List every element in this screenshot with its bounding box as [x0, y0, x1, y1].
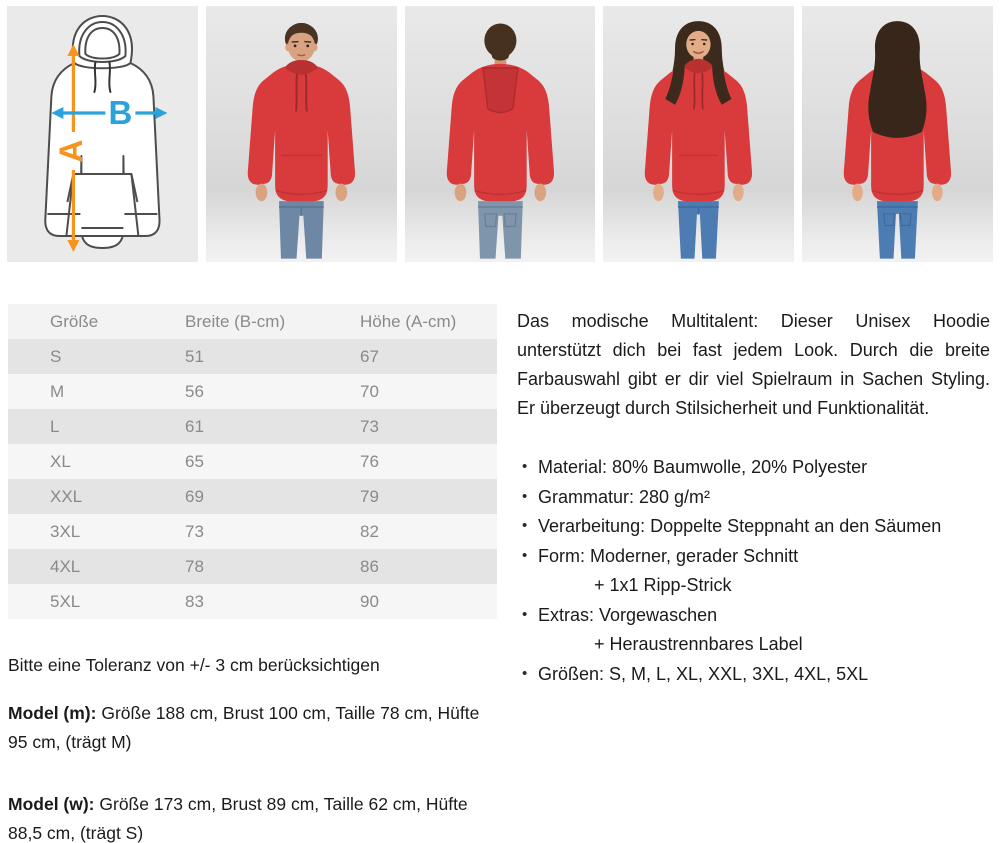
size-diagram-image[interactable] — [7, 6, 198, 262]
size-row-4xl: 4XL 78 86 — [8, 549, 497, 584]
size-table-header — [8, 304, 497, 339]
size-row-xxl: XXL 69 79 — [8, 479, 497, 514]
size-row-m: M 56 70 — [8, 374, 497, 409]
feature-form-sub: + 1x1 Ripp-Strick — [594, 575, 732, 595]
model-male-front-image[interactable] — [206, 6, 397, 262]
female-front-figure — [603, 6, 794, 262]
col-groesse: Größe — [50, 311, 99, 331]
description-column — [517, 304, 990, 843]
size-row-xl: XL 65 76 — [8, 444, 497, 479]
model-male-measurements — [8, 699, 490, 757]
label-b: B — [108, 94, 133, 131]
feature-groessen: • Größen: S, M, L, XL, XXL, 3XL, 4XL, 5XL — [517, 660, 990, 690]
feature-verarbeitung: • Verarbeitung: Doppelte Steppnaht an den Säumen — [517, 512, 990, 542]
feature-form: • Form: Moderner, gerader Schnitt + 1x1 Ripp-Strick — [517, 542, 990, 601]
model-male-label: Model (m): — [8, 703, 97, 723]
tolerance-note: Bitte eine Toleranz von +/- 3 cm berücksichtigen — [8, 655, 380, 675]
hoodie-measurement-diagram — [7, 6, 198, 262]
feature-extras: • Extras: Vorgewaschen + Heraustrennbares Label — [517, 601, 990, 660]
size-table — [8, 304, 497, 619]
hoodie-body — [645, 64, 752, 202]
size-row-3xl: 3XL 73 82 — [8, 514, 497, 549]
size-info-column — [8, 304, 497, 843]
product-feature-list — [517, 453, 990, 689]
size-row-5xl: 5XL 83 90 — [8, 584, 497, 619]
female-back-figure — [802, 6, 993, 262]
male-front-figure — [206, 6, 397, 262]
hoodie-body — [248, 64, 355, 202]
model-female-text: Größe 173 cm, Brust 89 cm, Taille 62 cm, Hüfte 88,5 cm, (trägt S) — [8, 794, 468, 843]
model-male-text: Größe 188 cm, Brust 100 cm, Taille 78 cm, Hüfte 95 cm, (trägt M) — [8, 703, 480, 752]
long-hair — [868, 21, 926, 138]
feature-extras-sub: + Heraustrennbares Label — [594, 634, 803, 654]
model-male-back-image[interactable] — [405, 6, 596, 262]
feature-grammatur: • Grammatur: 280 g/m² — [517, 483, 990, 513]
label-a: A — [52, 139, 89, 163]
product-image-gallery — [0, 0, 1000, 262]
product-intro-text: Das modische Multitalent: Dieser Unisex Hoodie unterstützt dich bei fast jedem Look. Durch die breite Farbauswahl gibt er dir viel Spielraum in Sachen Styling. Er überzeugt durch Stilsicherheit und Funktionalität. — [517, 311, 990, 418]
male-back-figure — [405, 6, 596, 262]
feature-material: • Material: 80% Baumwolle, 20% Polyester — [517, 453, 990, 483]
hood-back — [482, 68, 517, 113]
model-female-back-image[interactable] — [802, 6, 993, 262]
size-row-l: L 61 73 — [8, 409, 497, 444]
size-row-s: S 51 67 — [8, 339, 497, 374]
model-female-front-image[interactable] — [603, 6, 794, 262]
product-details — [0, 304, 1000, 843]
col-hoehe: Höhe (A-cm) — [360, 311, 457, 331]
col-breite: Breite (B-cm) — [185, 311, 286, 331]
model-female-label: Model (w): — [8, 794, 95, 814]
model-female-measurements — [8, 790, 490, 843]
